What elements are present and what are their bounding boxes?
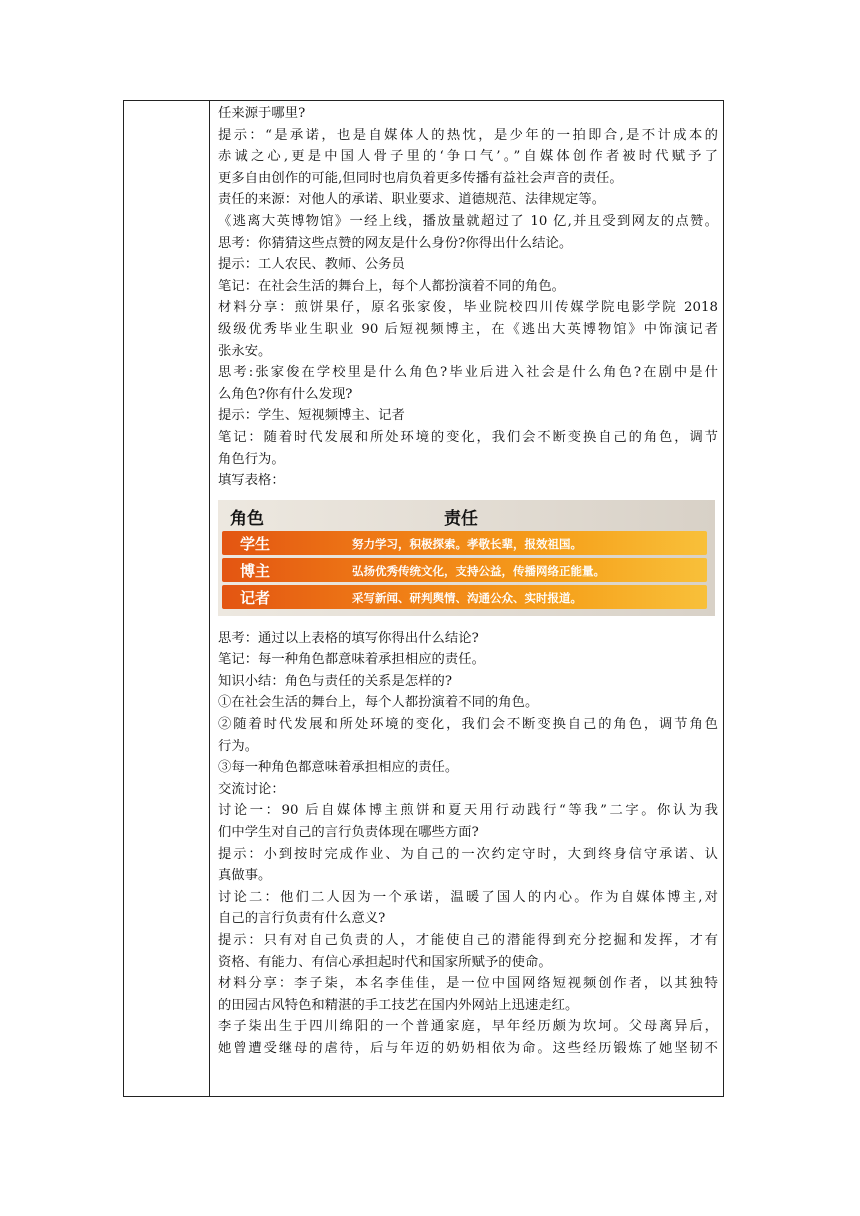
row-role: 记者 [240,588,271,607]
text-line: 讨论二：他们二人因为一个承诺，温暖了国人的内心。作为自媒体博主,对 [218,889,718,905]
text-line: 的田园古风特色和精湛的手工技艺在国内外网站上迅速走红。 [218,997,579,1013]
text-line: 李子柒出生于四川绵阳的一个普通家庭，早年经历颇为坎坷。父母离异后， [218,1019,718,1035]
text-line: 更多自由创作的可能,但同时也肩负着更多传播有益社会声音的责任。 [218,170,623,186]
text-line: 讨论一：90 后自媒体博主煎饼和夏天用行动践行“等我”二字。你认为我 [218,803,718,819]
text-line: 提示：只有对自己负责的人，才能使自己的潜能得到充分挖掘和发挥，才有 [218,933,718,948]
text-line: 角色行为。 [218,451,285,467]
text-line: ②随着时代发展和所处环境的变化，我们会不断变换自己的角色，调节角色 [218,717,718,733]
text-line: 级级优秀毕业生职业 90 后短视频博主，在《逃出大英博物馆》中饰演记者 [218,321,718,337]
text-line: 责任的来源：对他人的承诺、职业要求、道德规范、法律规定等。 [218,192,606,208]
text-line: 思考：通过以上表格的填写你得出什么结论? [218,630,479,646]
table-row-reporter [222,585,707,609]
text-line: ③每一种角色都意味着承担相应的责任。 [218,760,459,776]
text-line: ①在社会生活的舞台上，每个人都扮演着不同的角色。 [218,695,539,711]
text-line: 提示：小到按时完成作业、为自己的一次约定守时，大到终身信守承诺、认 [218,846,718,862]
text-line: 交流讨论： [218,781,285,797]
table-row-blogger [222,558,707,582]
text-line: 材料分享：李子柒，本名李佳佳，是一位中国网络短视频创作者，以其独特 [218,976,718,992]
table-header-role: 角色 [230,508,264,529]
text-line: 材料分享：煎饼果仔，原名张家俊，毕业院校四川传媒学院电影学院 2018 [218,300,718,316]
text-line: 资格、有能力、有信心承担起时代和国家所赋予的使命。 [218,954,552,970]
table-header-resp: 责任 [444,508,478,529]
text-line: 么角色?你有什么发现? [218,386,353,402]
text-line: 提示：“是承诺，也是自媒体人的热忱，是少年的一拍即合,是不计成本的 [218,127,718,143]
text-line: 笔记：每一种角色都意味着承担相应的责任。 [218,652,485,668]
row-role: 学生 [240,534,271,553]
text-block-top [218,103,718,492]
text-line: 们中学生对自己的言行负责体现在哪些方面? [218,825,479,841]
text-block-bottom [218,628,718,1060]
text-line: 笔记：随着时代发展和所处环境的变化，我们会不断变换自己的角色，调节 [218,429,718,445]
row-resp: 努力学习，积极探索。孝敬长辈，报效祖国。 [352,536,582,551]
text-line: 思考:张家俊在学校里是什么角色?毕业后进入社会是什么角色?在剧中是什 [218,365,718,381]
text-line: 她曾遭受继母的虐待，后与年迈的奶奶相依为命。这些经历锻炼了她坚韧不 [218,1040,718,1056]
text-line: 张永安。 [218,343,272,359]
text-line: 赤诚之心,更是中国人骨子里的‘争口气’。”自媒体创作者被时代赋予了 [218,149,718,165]
text-line: 思考：你猜猜这些点赞的网友是什么身份?你得出什么结论。 [218,235,573,251]
text-line: 知识小结：角色与责任的关系是怎样的? [218,673,453,689]
text-line: 任来源于哪里? [218,106,306,121]
text-line: 自己的言行负责有什么意义? [218,911,386,927]
text-line: 提示：工人农民、教师、公务员 [218,257,405,273]
text-line: 行为。 [218,738,259,754]
row-resp: 采写新闻、研判舆情、沟通公众、实时报道。 [352,590,582,605]
row-resp: 弘扬优秀传统文化，支持公益，传播网络正能量。 [352,563,605,578]
text-line: 填写表格： [218,473,285,489]
text-line: 提示：学生、短视频博主、记者 [218,408,405,424]
text-line: 笔记：在社会生活的舞台上，每个人都扮演着不同的角色。 [218,278,566,294]
row-role: 博主 [240,561,271,580]
content-cell [218,103,718,1060]
text-line: 真做事。 [218,868,272,884]
text-line: 《逃离大英博物馆》一经上线，播放量就超过了 10 亿,并且受到网友的点赞。 [218,213,718,229]
left-column [124,101,210,1096]
lesson-table [123,100,724,1097]
role-responsibility-table-image [218,500,715,616]
table-row-student [222,531,707,555]
